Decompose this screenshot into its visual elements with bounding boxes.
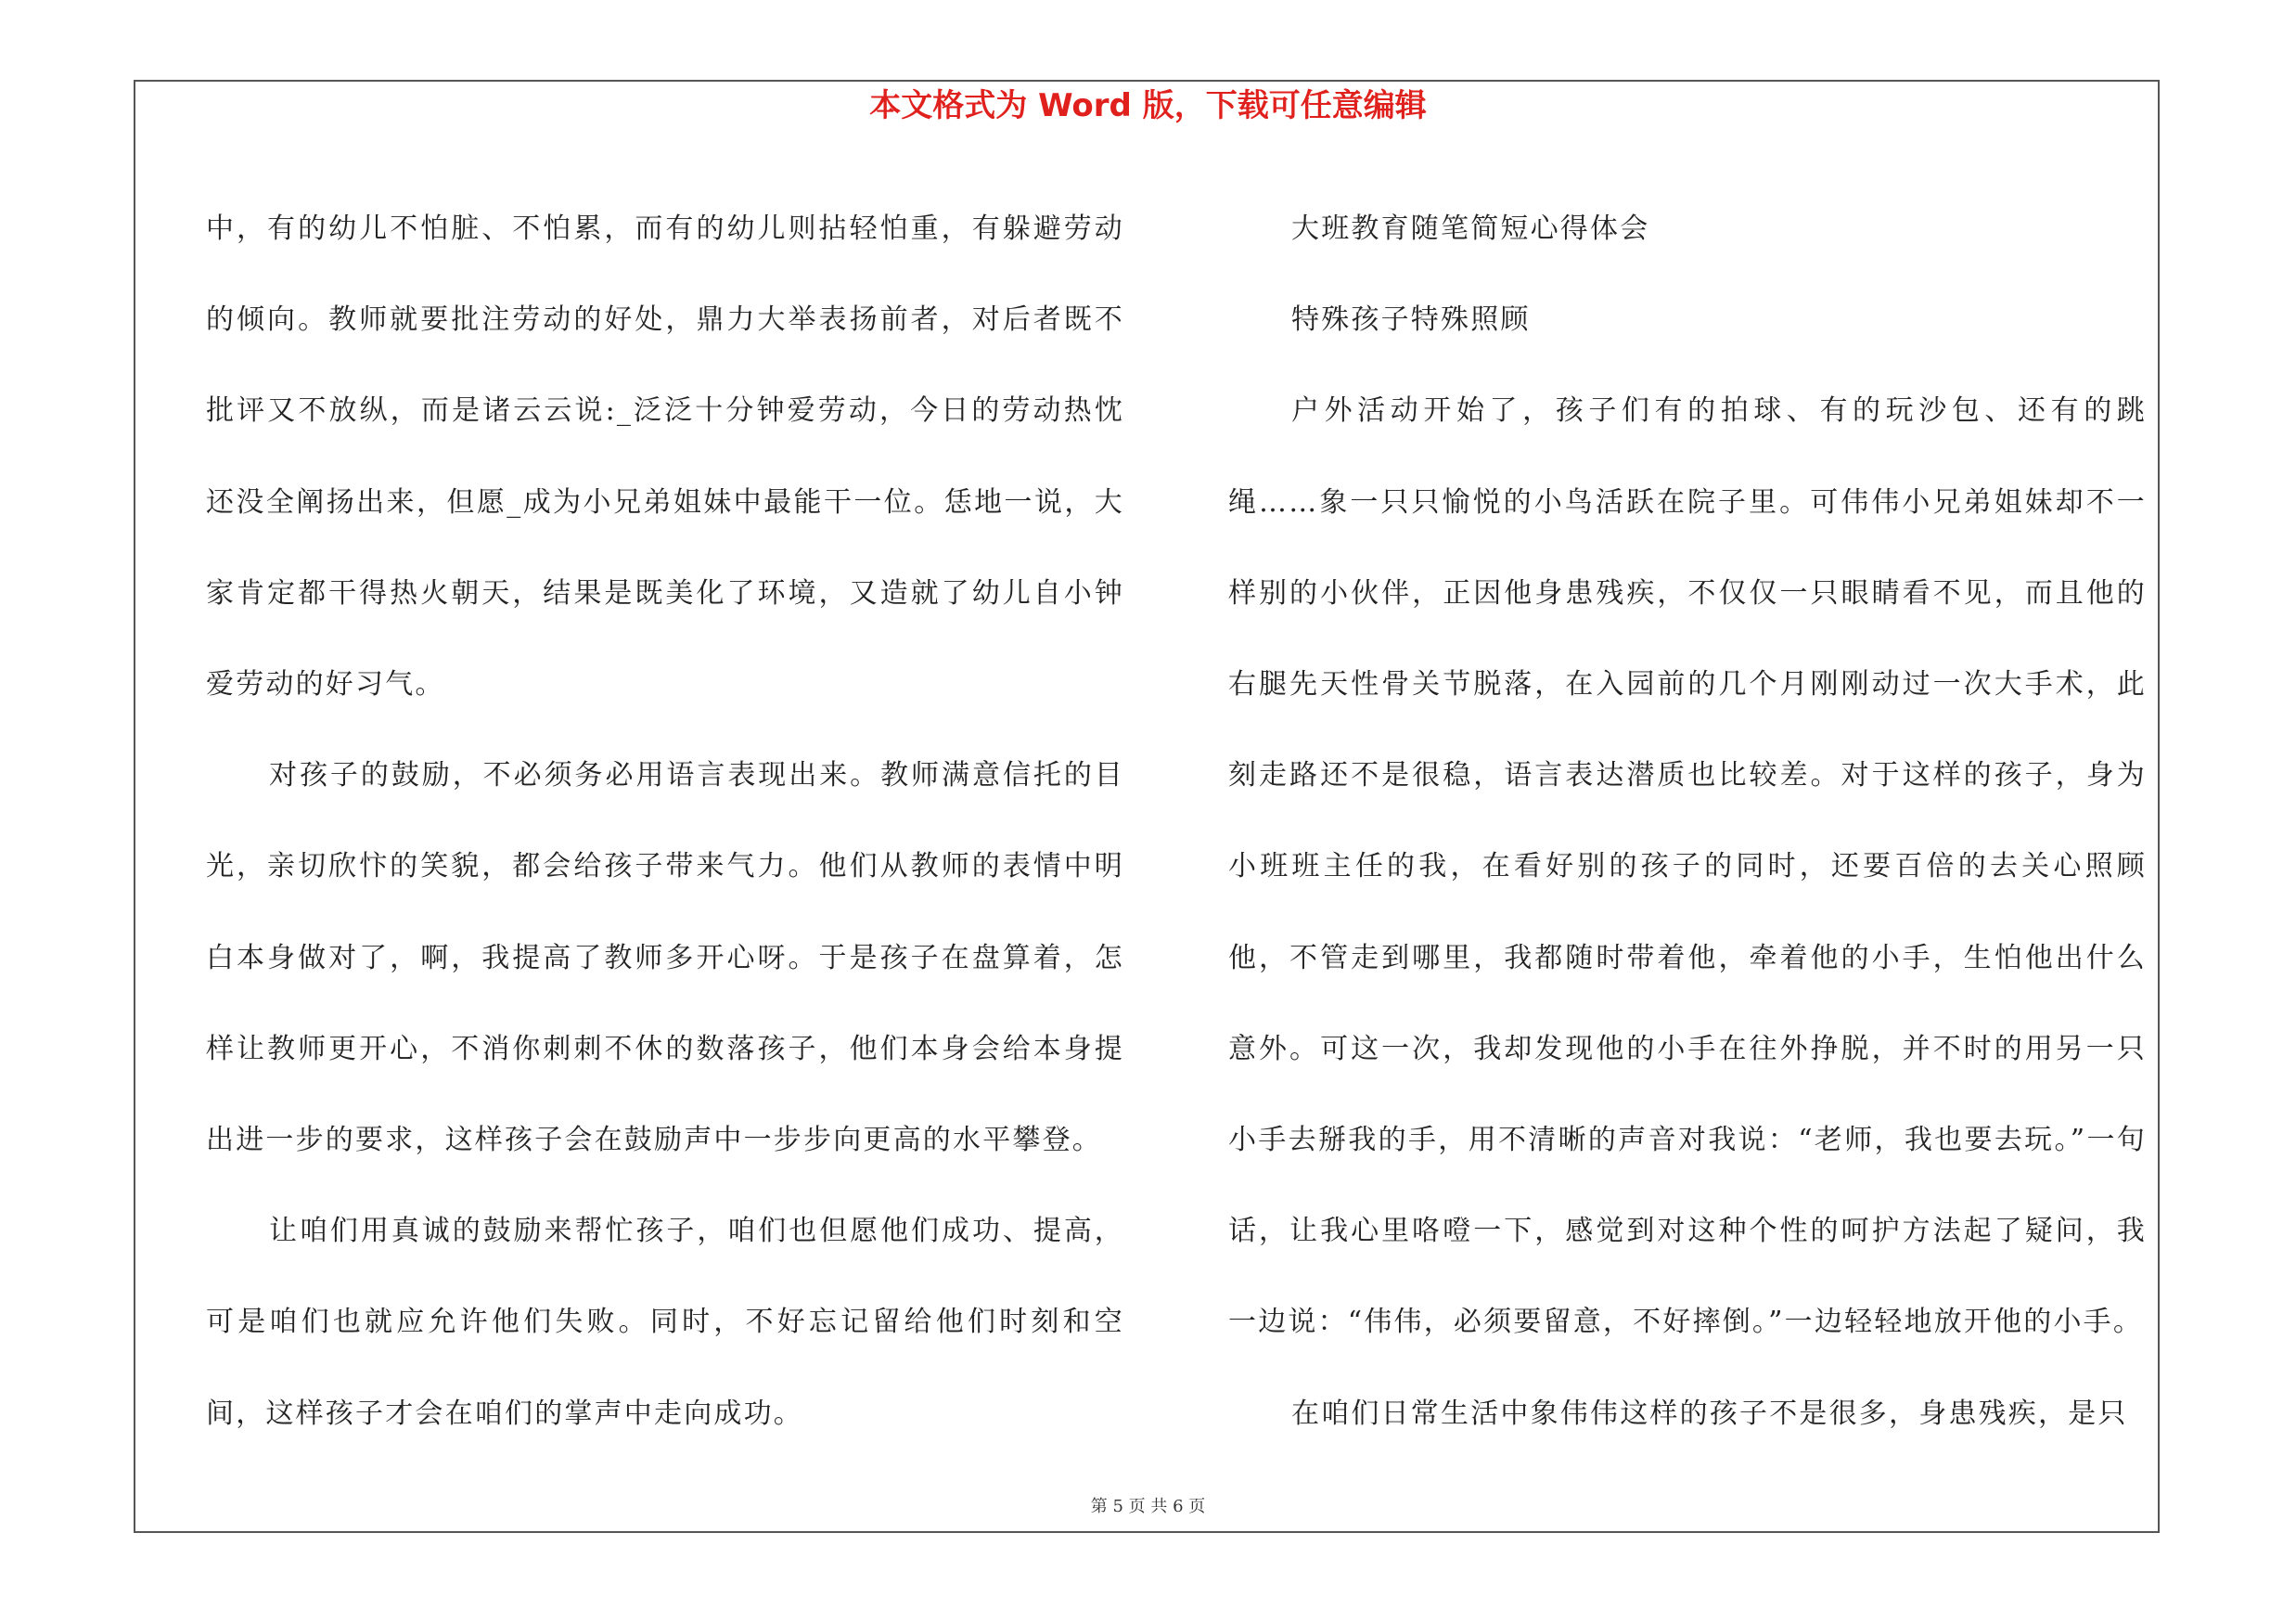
left-paragraph-2: 对孩子的鼓励，不必须务必用语言表现出来。教师满意信托的目光，亲切欣忭的笑貌，都会给孩子带来气力。他们从教师的表情中明白本身做对了，啊，我提高了教师多开心呀。于是孩子在盘算着，怎样让教师更开心，不消你刺刺不休的数落孩子，他们本身会给本身提出进一步的要求，这样孩子会在鼓励声中一步步向更高的水平攀登。 — [206, 759, 1124, 1157]
left-paragraph-1: 中，有的幼儿不怕脏、不怕累，而有的幼儿则拈轻怕重，有躲避劳动的倾向。教师就要批注劳动的好处，鼎力大举表扬前者，对后者既不批评又不放纵，而是诸云云说:_泛泛十分钟爱劳动，今日的劳动热忱还没全阐扬出来，但愿_成为小兄弟姐妹中最能干一位。恁地一说，大家肯定都干得热火朝天，结果是既美化了环境，又造就了幼儿自小钟爱劳动的好习气。 — [206, 213, 1124, 702]
right-paragraph-1: 户外活动开始了，孩子们有的拍球、有的玩沙包、还有的跳绳……象一只只愉悦的小鸟活跃在院子里。可伟伟小兄弟姐妹却不一样别的小伙伴，正因他身患残疾，不仅仅一只眼睛看不见，而且他的右腿先天性骨关节脱落，在入园前的几个月刚刚动过一次大手术，此刻走路还不是很稳，语言表达潜质也比较差。对于这样的孩子，身为小班班主任的我，在看好别的孩子的同时，还要百倍的去关心照顾他，不管走到哪里，我都随时带着他，牵着他的小手，生怕他出什么意外。可这一次，我却发现他的小手在往外挣脱，并不时的用另一只小手去掰我的手，用不清晰的声音对我说：“老师，我也要去玩。”一句话，让我心里咯噔一下，感觉到对这种个性的呵护方法起了疑问，我一边说：“伟伟，必须要留意，不好摔倒。”一边轻轻地放开他的小手。 — [1228, 394, 2147, 1339]
right-paragraph-2: 在咱们日常生活中象伟伟这样的孩子不是很多，身患残疾，是只 — [1291, 1397, 2128, 1430]
page-number: 第 5 页 共 6 页 — [1090, 1497, 1206, 1516]
document-banner: 本文格式为 Word 版，下载可任意编辑 — [869, 87, 1427, 124]
left-column — [206, 184, 1124, 1460]
article-subtitle: 特殊孩子特殊照顾 — [1291, 303, 1531, 337]
right-column — [1228, 184, 2147, 1460]
article-title: 大班教育随笔简短心得体会 — [1291, 213, 1650, 245]
left-paragraph-3: 让咱们用真诚的鼓励来帮忙孩子，咱们也但愿他们成功、提高，可是咱们也就应允许他们失败。同时，不好忘记留给他们时刻和空间，这样孩子才会在咱们的掌声中走向成功。 — [206, 1215, 1124, 1430]
